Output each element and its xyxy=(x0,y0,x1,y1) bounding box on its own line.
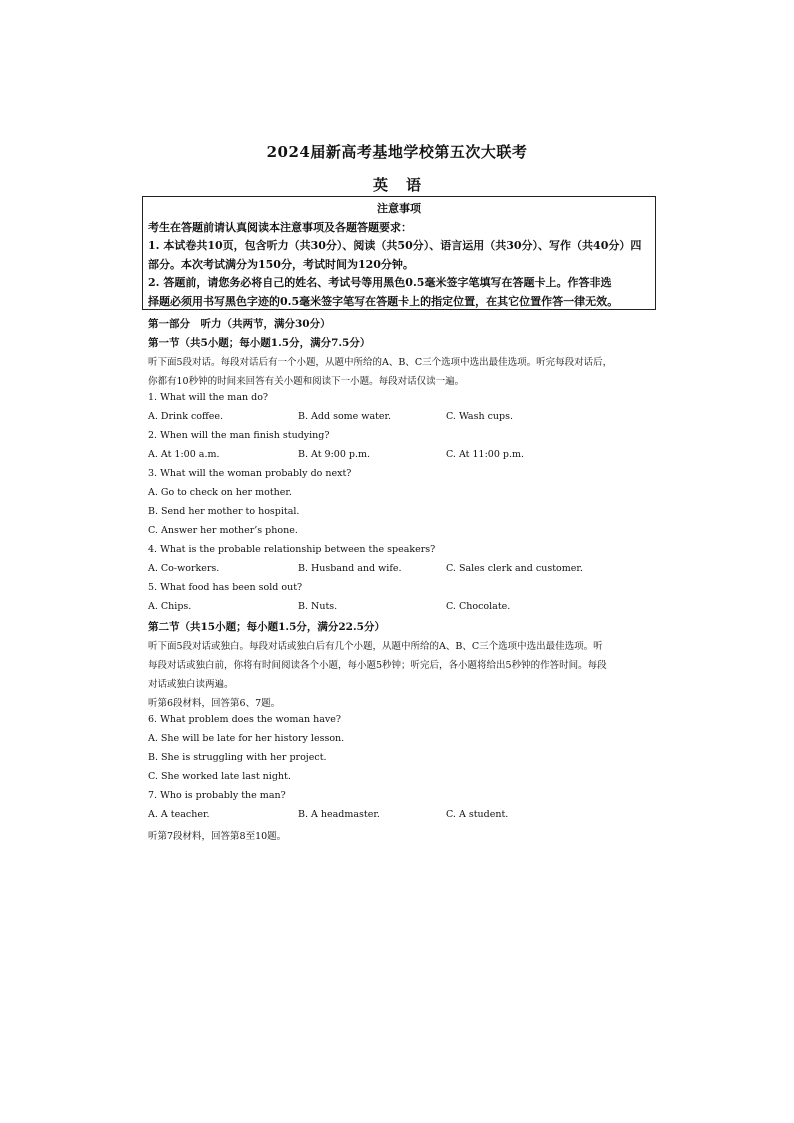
question-1-option-c: C. Wash cups. xyxy=(446,411,514,422)
question-4-option-b: B. Husband and wife. xyxy=(298,563,402,574)
question-5-stem: 5. What food has been sold out? xyxy=(148,582,303,593)
section2-instruction-line-1: 听下面5段对话或独白。每段对话或独白后有几个小题，从题中所给的A、B、C三个选项中选出最佳选项。听 xyxy=(148,641,603,652)
section2-instruction-line-2: 每段对话或独白前，你将有时间阅读各个小题，每小题5秒钟；听完后，各小题将给出5秒钟的作答时间。每段 xyxy=(148,660,607,671)
section1-heading: 第一节（共5小题；每小题1.5分，满分7.5分） xyxy=(148,337,371,349)
question-2-option-c: C. At 11:00 p.m. xyxy=(446,449,525,460)
part1-heading: 第一部分 听力（共两节，满分30分） xyxy=(148,318,331,330)
question-4-option-c: C. Sales clerk and customer. xyxy=(446,563,583,574)
notice-item-2-line-1: 2. 答题前，请您务必将自己的姓名、考试号等用黑色0.5毫米签字笔填写在答题卡上。作答非选 xyxy=(148,276,612,290)
section1-instruction-line-1: 听下面5段对话。每段对话后有一个小题，从题中所给的A、B、C三个选项中选出最佳选项。听完每段对话后， xyxy=(148,357,613,368)
question-6-stem: 6. What problem does the woman have? xyxy=(148,714,342,725)
question-7-stem: 7. Who is probably the man? xyxy=(148,790,286,801)
material-7-instruction: 听第7段材料，回答第8至10题。 xyxy=(148,831,287,842)
section2-instruction-line-3: 对话或独白读两遍。 xyxy=(148,679,234,690)
question-1-stem: 1. What will the man do? xyxy=(148,392,269,403)
section1-instruction-line-2: 你都有10秒钟的时间来回答有关小题和阅读下一小题。每段对话仅读一遍。 xyxy=(148,376,465,387)
question-6-option-b: B. She is struggling with her project. xyxy=(148,752,327,763)
question-5-option-a: A. Chips. xyxy=(148,601,192,612)
question-3-option-a: A. Go to check on her mother. xyxy=(148,487,292,498)
question-7-option-a: A. A teacher. xyxy=(148,809,210,820)
question-7-option-c: C. A student. xyxy=(446,809,509,820)
question-6-option-c: C. She worked late last night. xyxy=(148,771,291,782)
question-4-option-a: A. Co-workers. xyxy=(148,563,220,574)
question-6-option-a: A. She will be late for her history lesson. xyxy=(148,733,345,744)
question-2-stem: 2. When will the man finish studying? xyxy=(148,430,330,441)
section2-heading: 第二节（共15小题；每小题1.5分，满分22.5分） xyxy=(148,621,385,633)
question-7-option-b: B. A headmaster. xyxy=(298,809,380,820)
question-2-option-a: A. At 1:00 a.m. xyxy=(148,449,220,460)
notice-item-2-line-2: 择题必须用书写黑色字迹的0.5毫米签字笔写在答题卡上的指定位置，在其它位置作答一律无效。 xyxy=(148,294,619,308)
question-2-option-b: B. At 9:00 p.m. xyxy=(298,449,371,460)
question-1-option-b: B. Add some water. xyxy=(298,411,392,422)
notice-heading: 注意事项 xyxy=(377,202,421,215)
exam-title: 2024届新高考基地学校第五次大联考 xyxy=(266,143,528,161)
question-1-option-a: A. Drink coffee. xyxy=(148,411,224,422)
notice-item-1-line-1: 1. 本试卷共10页，包含听力（共30分）、阅读（共50分）、语言运用（共30分）、写作（共40分）四 xyxy=(148,239,642,253)
question-3-option-c: C. Answer her mother’s phone. xyxy=(148,525,298,536)
exam-subject: 英语 xyxy=(372,176,439,194)
question-3-option-b: B. Send her mother to hospital. xyxy=(148,506,300,517)
material-6-instruction: 听第6段材料，回答第6、7题。 xyxy=(148,698,281,709)
question-4-stem: 4. What is the probable relationship between the speakers? xyxy=(148,544,436,555)
notice-item-1-line-2: 部分。本次考试满分为150分，考试时间为120分钟。 xyxy=(148,257,414,271)
question-5-option-c: C. Chocolate. xyxy=(446,601,511,612)
question-3-stem: 3. What will the woman probably do next? xyxy=(148,468,352,479)
notice-box xyxy=(142,196,656,310)
notice-intro: 考生在答题前请认真阅读本注意事项及各题答题要求： xyxy=(148,220,412,234)
question-5-option-b: B. Nuts. xyxy=(298,601,338,612)
